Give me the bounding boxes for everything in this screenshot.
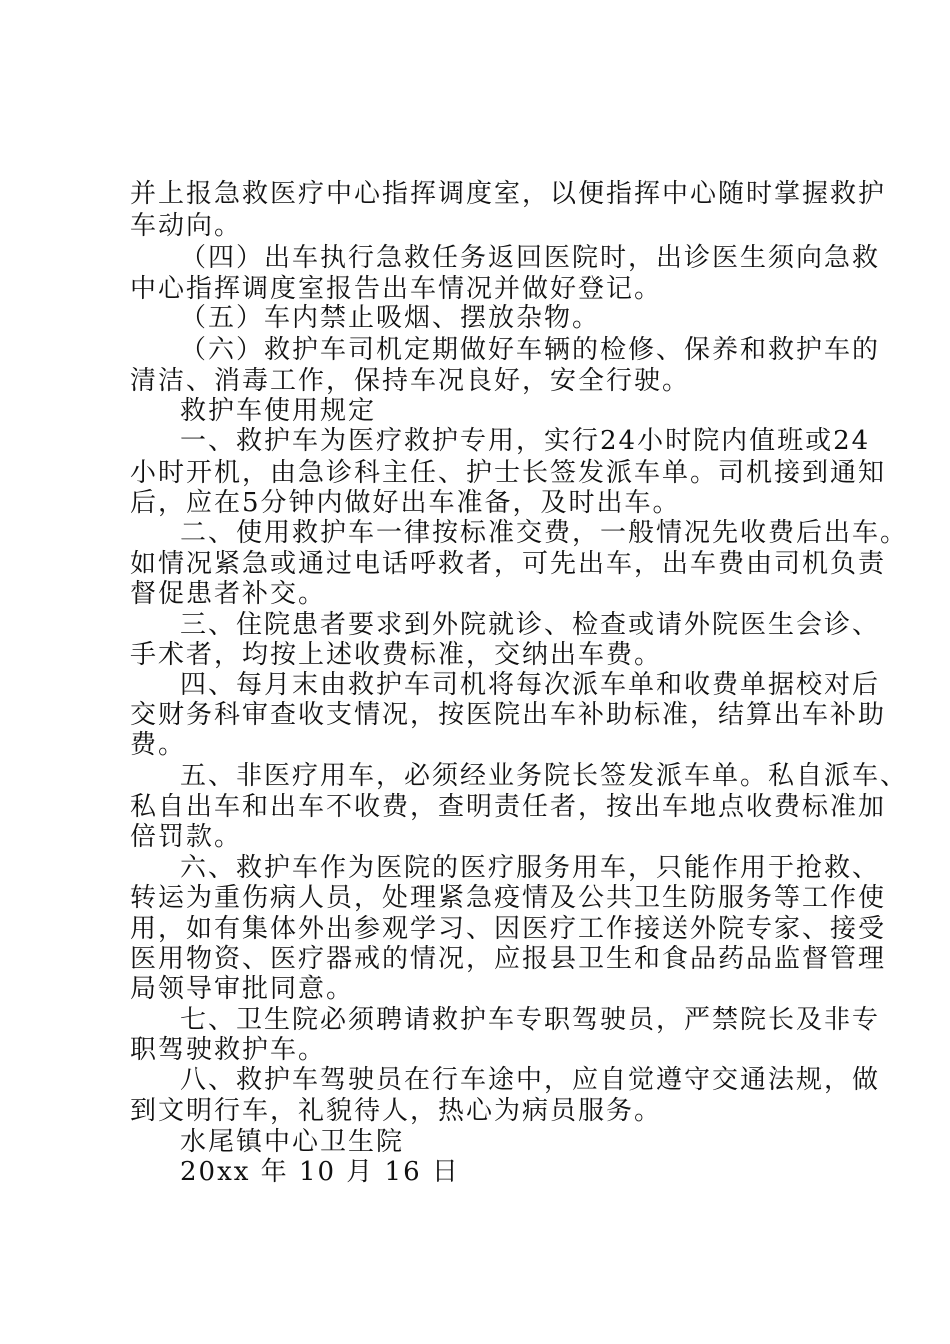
text-line: 六、救护车作为医院的医疗服务用车，只能作用于抢救、 — [180, 853, 881, 883]
text-line: 八、救护车驾驶员在行车途中，应自觉遵守交通法规，做 — [180, 1065, 881, 1095]
text-line: 倍罚款。 — [130, 822, 243, 852]
text-line: 如情况紧急或通过电话呼救者，可先出车，出车费由司机负责 — [130, 549, 887, 579]
text-line: 清洁、消毒工作，保持车况良好，安全行驶。 — [130, 366, 691, 396]
text-line: 局领导审批同意。 — [130, 974, 355, 1004]
text-line: 七、卫生院必须聘请救护车专职驾驶员，严禁院长及非专 — [180, 1005, 881, 1035]
text-line: 三、住院患者要求到外院就诊、检查或请外院医生会诊、 — [180, 610, 881, 640]
text-line: （四）出车执行急救任务返回医院时，出诊医生须向急救 — [180, 243, 881, 273]
text-line: 小时开机，由急诊科主任、护士长签发派车单。司机接到通知 — [130, 458, 887, 488]
text-line: 四、每月末由救护车司机将每次派车单和收费单据校对后 — [180, 670, 881, 700]
text-line: 医用物资、医疗器戒的情况，应报县卫生和食品药品监督管理 — [130, 944, 887, 974]
text-line: 后，应在5分钟内做好出车准备，及时出车。 — [130, 488, 681, 518]
text-line: 中心指挥调度室报告出车情况并做好登记。 — [130, 274, 663, 304]
text-line: 到文明行车，礼貌待人，热心为病员服务。 — [130, 1096, 663, 1126]
text-line: 一、救护车为医疗救护专用，实行24小时院内值班或24 — [180, 426, 871, 456]
signature-organization: 水尾镇中心卫生院 — [180, 1127, 405, 1157]
text-line: 督促患者补交。 — [130, 579, 327, 609]
text-line: 车动向。 — [130, 211, 243, 241]
text-line: 二、使用救护车一律按标准交费，一般情况先收费后出车。 — [180, 518, 909, 548]
text-line: 职驾驶救护车。 — [130, 1035, 327, 1065]
text-line: 转运为重伤病人员，处理紧急疫情及公共卫生防服务等工作使 — [130, 883, 887, 913]
signature-date: 20xx 年 10 月 16 日 — [180, 1157, 460, 1187]
section-heading: 救护车使用规定 — [180, 396, 377, 426]
text-line: 并上报急救医疗中心指挥调度室，以便指挥中心随时掌握救护 — [130, 179, 887, 209]
text-line: （六）救护车司机定期做好车辆的检修、保养和救护车的 — [180, 335, 881, 365]
text-line: 五、非医疗用车，必须经业务院长签发派车单。私自派车、 — [180, 761, 909, 791]
text-line: 用，如有集体外出参观学习、因医疗工作接送外院专家、接受 — [130, 914, 887, 944]
text-line: （五）车内禁止吸烟、摆放杂物。 — [180, 303, 601, 333]
text-line: 手术者，均按上述收费标准，交纳出车费。 — [130, 640, 663, 670]
text-line: 私自出车和出车不收费，查明责任者，按出车地点收费标准加 — [130, 792, 887, 822]
text-line: 费。 — [130, 730, 187, 760]
text-line: 交财务科审查收支情况，按医院出车补助标准，结算出车补助 — [130, 700, 887, 730]
